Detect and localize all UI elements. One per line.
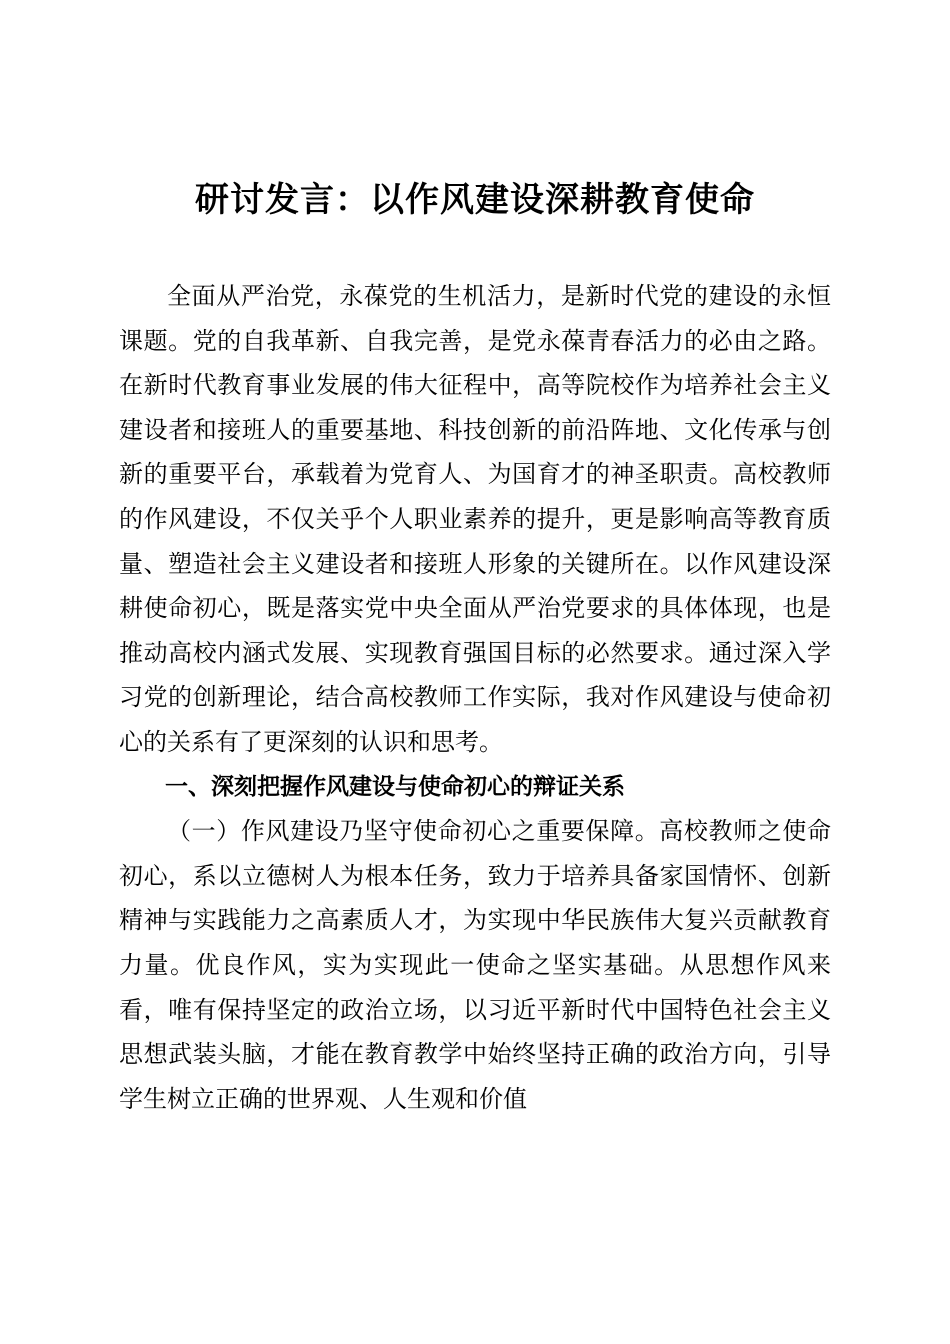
document-body xyxy=(119,274,831,1121)
document-title: 研讨发言：以作风建设深耕教育使命 xyxy=(195,180,755,220)
paragraph-section-1-1: （一）作风建设乃坚守使命初心之重要保障。高校教师之使命初心，系以立德树人为根本任务，致力于培养具备家国情怀、创新精神与实践能力之高素质人才，为实现中华民族伟大复兴贡献教育力量。优良作风，实为实现此一使命之坚实基础。从思想作风来看，唯有保持坚定的政治立场，以习近平新时代中国特色社会主义思想武装头脑，才能在教育教学中始终坚持正确的政治方向，引导学生树立正确的世界观、人生观和价值 xyxy=(119,817,831,1113)
paragraph-intro: 全面从严治党，永葆党的生机活力，是新时代党的建设的永恒课题。党的自我革新、自我完善，是党永葆青春活力的必由之路。在新时代教育事业发展的伟大征程中，高等院校作为培养社会主义建设者和接班人的重要基地、科技创新的前沿阵地、文化传承与创新的重要平台，承载着为党育人、为国育才的神圣职责。高校教师的作风建设，不仅关乎个人职业素养的提升，更是影响高等教育质量、塑造社会主义建设者和接班人形象的关键所在。以作风建设深耕使命初心，既是落实党中央全面从严治党要求的具体体现，也是推动高校内涵式发展、实现教育强国目标的必然要求。通过深入学习党的创新理论，结合高校教师工作实际，我对作风建设与使命初心的关系有了更深刻的认识和思考。 xyxy=(119,282,831,756)
section-heading-1: 一、深刻把握作风建设与使命初心的辩证关系 xyxy=(165,773,625,800)
